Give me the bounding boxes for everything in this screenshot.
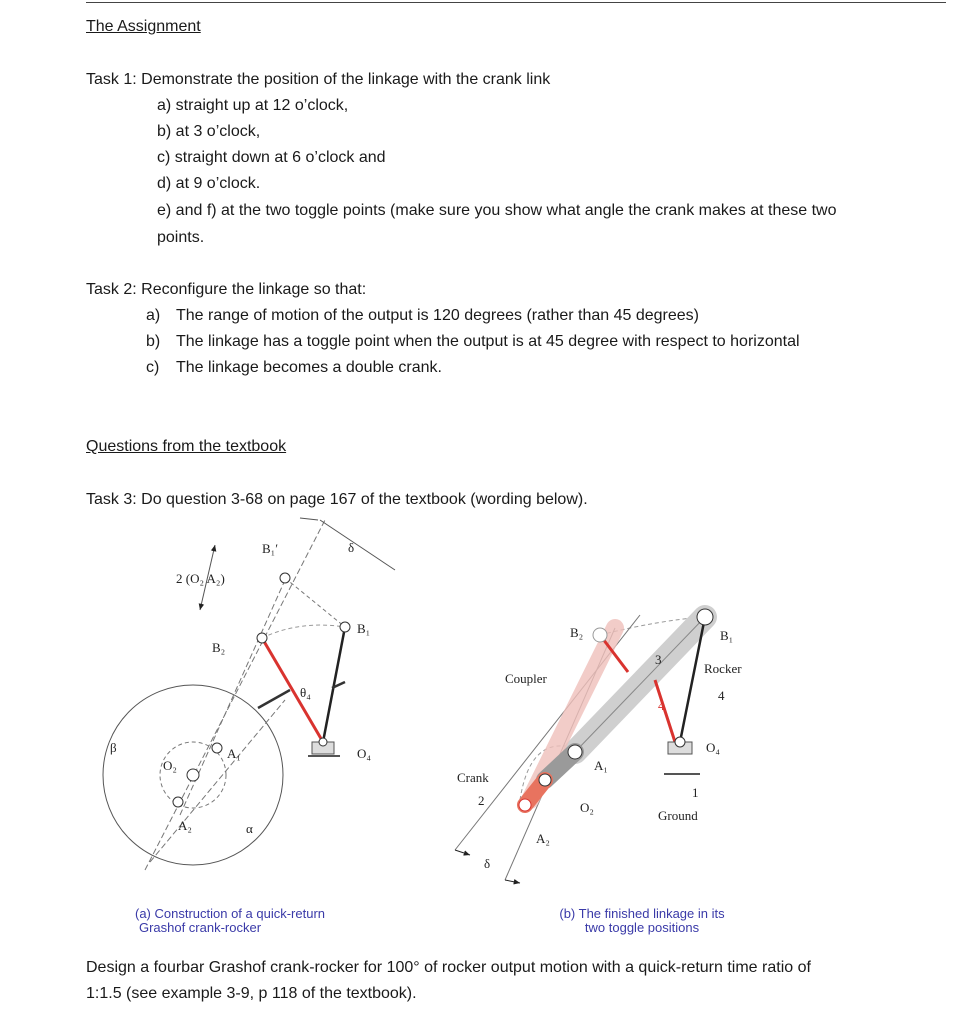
label-a2-a: A₂ [178, 818, 192, 833]
coupler-arc [262, 625, 345, 638]
assignment-heading: The Assignment [86, 18, 201, 35]
design-text-line2: 1:1.5 (see example 3-9, p 118 of the textbook). [86, 985, 417, 1002]
label-b1-a: B₁ [357, 621, 371, 636]
delta-arrow [455, 850, 470, 855]
construction-line [285, 578, 345, 627]
label-rocker: Rocker [704, 661, 742, 676]
pivot-o2 [539, 774, 551, 786]
caption-a-line2: Grashof crank-rocker [138, 920, 262, 935]
pivot-b1 [697, 609, 713, 625]
caption-b-line1: (b) The finished linkage in its [559, 906, 725, 921]
task1-item: e) and f) at the two toggle points (make sure you show what angle the crank makes at these two [157, 202, 837, 219]
top-rule [86, 2, 946, 3]
task3-text: Task 3: Do question 3-68 on page 167 of the textbook (wording below). [86, 491, 588, 508]
pivot-o4 [675, 737, 685, 747]
label-o2-b: O₂ [580, 800, 594, 815]
caption-b-line2: two toggle positions [584, 920, 700, 935]
delta-arrow [505, 880, 520, 883]
label-one: 1 [692, 785, 699, 800]
task2-intro: Task 2: Reconfigure the linkage so that: [86, 281, 367, 298]
label-ground: Ground [658, 808, 698, 823]
pivot-a1 [568, 745, 582, 759]
label-o4-b: O₄ [706, 740, 720, 755]
label-rocker-num: 4 [718, 688, 725, 703]
task2-item-marker: c) [146, 359, 160, 376]
task2-item-marker: b) [146, 333, 161, 350]
label-two-o2a2: 2 (O₂ A₂) [176, 571, 225, 586]
task1-item: c) straight down at 6 o’clock and [157, 149, 386, 166]
label-a1-b: A₁ [594, 758, 608, 773]
pivot-b1-prime [280, 573, 290, 583]
delta-dimension [320, 520, 395, 570]
pivot-b1 [340, 622, 350, 632]
label-three: 3 [655, 652, 662, 667]
label-delta-b: δ [484, 856, 491, 871]
task1-item: points. [157, 229, 205, 246]
label-crank-num: 2 [478, 793, 485, 808]
label-crank: Crank [457, 770, 489, 785]
task1-item: d) at 9 o’clock. [157, 175, 261, 192]
label-coupler: Coupler [505, 671, 547, 686]
pivot-o2 [187, 769, 199, 781]
pivot-o4 [319, 738, 327, 746]
design-text-line1: Design a fourbar Grashof crank-rocker for 100° of rocker output motion with a quick-return time ratio of [86, 959, 811, 976]
task2-item-text: The linkage becomes a double crank. [176, 359, 442, 376]
label-b1-b: B₁ [720, 628, 734, 643]
task1-item: a) straight up at 12 o’clock, [157, 97, 349, 114]
label-four: 4 [658, 698, 665, 713]
linkage-figure [86, 515, 906, 945]
delta-extension [300, 518, 318, 520]
figure-b-linkage [455, 609, 713, 883]
label-alpha: α [246, 821, 253, 836]
label-o4-a: O₄ [357, 746, 371, 761]
label-b1-prime: B₁′ [262, 541, 279, 556]
task2-item-marker: a) [146, 307, 161, 324]
red-link [262, 638, 323, 742]
task2-item-text: The range of motion of the output is 120 degrees (rather than 45 degrees) [176, 307, 699, 324]
label-delta-a: δ [348, 540, 355, 555]
task2-item-text: The linkage has a toggle point when the output is at 45 degree with respect to horizontal [176, 333, 800, 350]
task1-intro: Task 1: Demonstrate the position of the linkage with the crank link [86, 71, 551, 88]
pivot-a2 [519, 799, 531, 811]
label-beta: β [110, 740, 117, 755]
caption-a-line1: (a) Construction of a quick-return [134, 906, 326, 921]
label-theta4: θ₄ [300, 685, 311, 700]
figure-a-construction [103, 518, 395, 870]
textbook-heading: Questions from the textbook [86, 438, 287, 455]
pivot-b2 [593, 628, 607, 642]
theta-arrow [258, 690, 290, 708]
pivot-a2 [173, 797, 183, 807]
label-b2-b: B₂ [570, 625, 584, 640]
label-o2-a: O₂ [163, 758, 177, 773]
label-b2-a: B₂ [212, 640, 226, 655]
task1-item: b) at 3 o’clock, [157, 123, 261, 140]
label-a2-b: A₂ [536, 831, 550, 846]
label-a1-a: A₁ [227, 746, 241, 761]
pivot-a1 [212, 743, 222, 753]
pivot-b2 [257, 633, 267, 643]
construction-line [150, 700, 285, 862]
